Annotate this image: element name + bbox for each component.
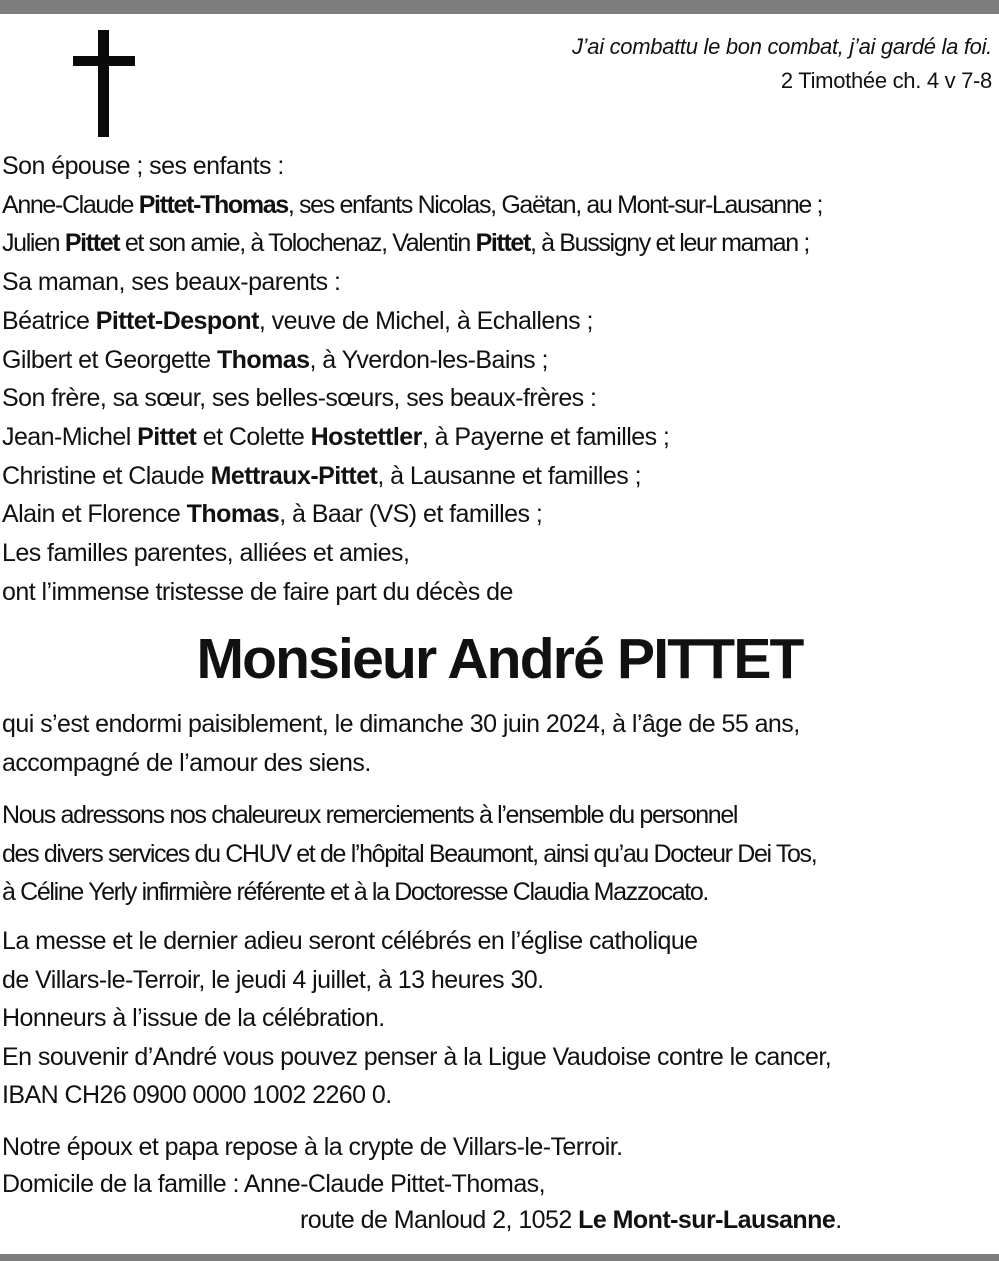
domicile-paragraph — [2, 1129, 842, 1239]
family-line — [2, 418, 822, 457]
family-text: Jean-Michel — [2, 422, 138, 451]
family-text: Sa maman, ses beaux-parents : — [2, 268, 341, 297]
family-text: Les familles parentes, alliées et amies, — [2, 539, 410, 568]
paragraph-line: Honneurs à l’issue de la célébration. — [2, 1004, 385, 1032]
family-surname: Mettraux-Pittet — [210, 461, 378, 490]
family-text: Anne-Claude — [2, 190, 139, 219]
family-line — [2, 224, 822, 263]
address-street: route de Manloud 2, 1052 — [300, 1206, 579, 1234]
family-line — [2, 495, 822, 534]
deceased-name: Monsieur André PITTET — [196, 627, 803, 691]
family-line — [2, 341, 822, 380]
paragraph-line: de Villars-le-Terroir, le jeudi 4 juillet, à 13 heures 30. — [2, 965, 544, 994]
family-text: ont l’immense tristesse de faire part du décès de — [2, 577, 513, 606]
family-list — [2, 147, 822, 611]
family-line — [2, 186, 822, 225]
family-surname: Pittet-Despont — [95, 306, 259, 335]
address-town: Le Mont-sur-Lausanne — [578, 1206, 836, 1234]
paragraph-line: Domicile de la famille : Anne-Claude Pittet-Thomas, — [2, 1169, 546, 1198]
family-text: , ses enfants Nicolas, Gaëtan, au Mont-sur-Lausanne ; — [287, 190, 823, 219]
family-text: et Colette — [196, 422, 311, 451]
family-text: Béatrice — [2, 306, 96, 335]
paragraph-line: IBAN CH26 0900 0000 1002 2260 0. — [2, 1081, 392, 1109]
family-text: Christine et Claude — [2, 461, 211, 490]
bible-verse — [572, 30, 992, 98]
family-line — [2, 302, 822, 341]
family-text: et son amie, à Tolochenaz, Valentin — [119, 229, 476, 258]
family-text: Julien — [2, 229, 65, 258]
address-line — [2, 1202, 842, 1239]
paragraph-line: La messe et le dernier adieu seront célébrés en l’église catholique — [2, 927, 698, 955]
family-text: , à Bussigny et leur maman ; — [529, 229, 809, 258]
verse-quote: J’ai combattu le bon combat, j’ai gardé la foi. — [571, 34, 992, 59]
paragraph-line: En souvenir d’André vous pouvez penser à la Ligue Vaudoise contre le cancer, — [2, 1042, 832, 1071]
family-text: Son frère, sa sœur, ses belles-sœurs, ses beaux-frères : — [2, 384, 597, 413]
family-surname: Pittet — [64, 229, 120, 258]
family-text: Son épouse ; ses enfants : — [2, 152, 284, 180]
family-text: Alain et Florence — [2, 500, 187, 529]
paragraph-line: Notre époux et papa repose à la crypte de Villars-le-Terroir. — [2, 1133, 623, 1161]
cross-vertical-bar — [98, 30, 109, 137]
verse-reference: 2 Timothée ch. 4 v 7-8 — [780, 68, 992, 93]
address-period: . — [835, 1206, 842, 1234]
top-border-rule — [0, 0, 999, 14]
family-text: Gilbert et Georgette — [2, 345, 217, 374]
family-surname: Thomas — [186, 500, 280, 529]
family-line — [2, 263, 822, 302]
family-surname: Pittet-Thomas — [138, 190, 288, 219]
family-line — [2, 534, 822, 573]
family-text: , à Baar (VS) et familles ; — [279, 500, 543, 529]
family-line — [2, 379, 822, 418]
family-text: , veuve de Michel, à Echallens ; — [258, 306, 593, 335]
announcement-paragraph — [2, 705, 800, 782]
paragraph-line: accompagné de l’amour des siens. — [2, 748, 371, 777]
thanks-paragraph — [2, 796, 816, 912]
paragraph-line: Nous adressons nos chaleureux remerciements à l’ensemble du personnel — [2, 801, 738, 829]
family-text: , à Yverdon-les-Bains ; — [309, 345, 548, 374]
ceremony-paragraph — [2, 922, 831, 1115]
family-line — [2, 457, 822, 496]
paragraph-line: des divers services du CHUV et de l’hôpital Beaumont, ainsi qu’au Docteur Dei Tos, — [2, 839, 817, 868]
family-text: , à Payerne et familles ; — [421, 422, 670, 451]
paragraph-line: à Céline Yerly infirmière référente et à la Doctoresse Claudia Mazzocato. — [2, 878, 709, 906]
cross-horizontal-bar — [73, 56, 135, 66]
bottom-border-rule — [0, 1254, 999, 1261]
family-surname: Thomas — [216, 345, 310, 374]
family-surname: Pittet — [137, 422, 197, 451]
family-line — [2, 573, 822, 612]
family-surname: Pittet — [475, 229, 530, 258]
family-surname: Hostettler — [310, 422, 422, 451]
family-line — [2, 147, 822, 186]
family-text: , à Lausanne et familles ; — [377, 461, 641, 490]
paragraph-line: qui s’est endormi paisiblement, le dimanche 30 juin 2024, à l’âge de 55 ans, — [2, 710, 800, 738]
